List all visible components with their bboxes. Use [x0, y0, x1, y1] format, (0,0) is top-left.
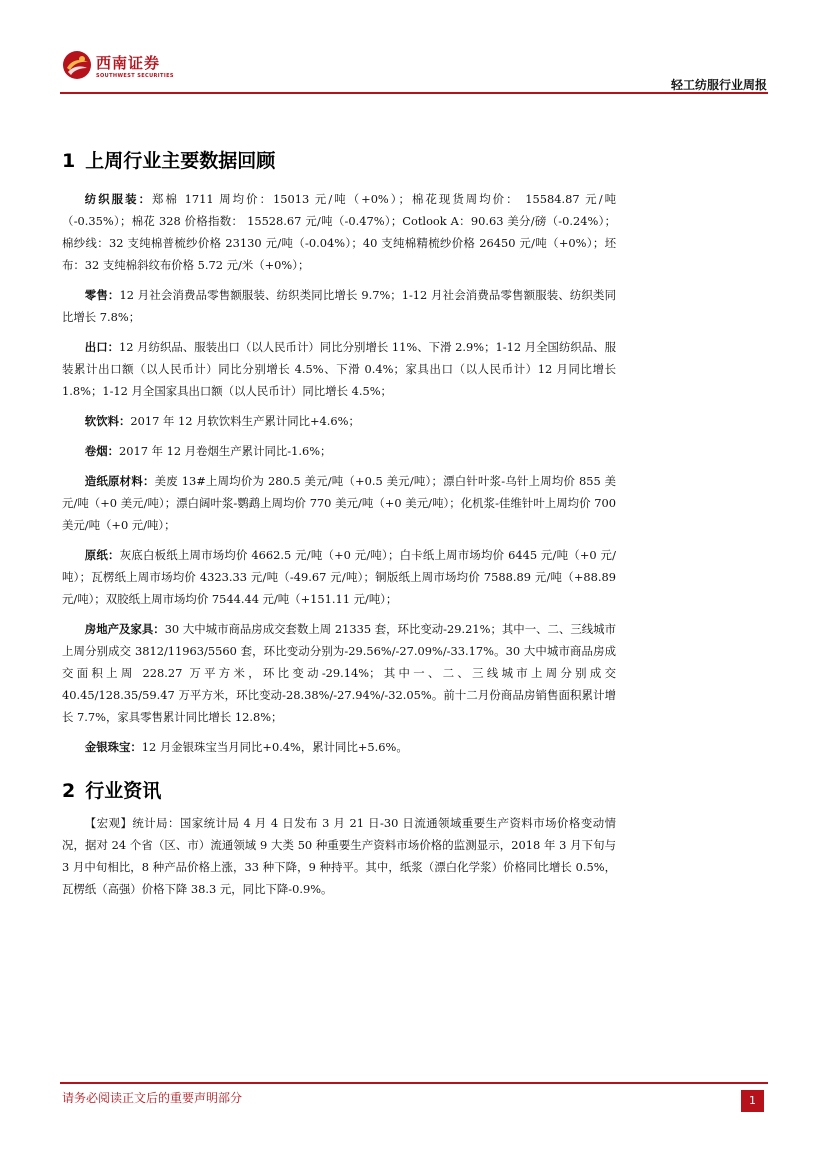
paragraph-text: 2017 年 12 月卷烟生产累计同比-1.6%； [118, 444, 332, 458]
paragraph-label: 卷烟： [84, 444, 119, 458]
paragraph-label: 金银珠宝： [84, 740, 142, 754]
report-type: 轻工纺服行业周报 [670, 78, 767, 92]
paragraph-textile [62, 188, 616, 276]
paragraph-macro-news [62, 812, 616, 900]
section-1-number: 1 [62, 150, 76, 172]
paragraph-text: 美废 13#上周均价为 280.5 美元/吨（+0.5 美元/吨）；漂白针叶浆-乌针上周均价 855 美元/吨（+0 美元/吨）；漂白阔叶浆-鹦鹉上周均价 770 美元/吨（+0 美元/吨）；化机浆-佳维针叶上周均价 700 美元/吨（+0 元/吨）； [62, 474, 616, 532]
header-divider [60, 92, 768, 94]
paragraph-label: 出口： [84, 340, 120, 354]
paragraph-jewelry [62, 736, 616, 758]
southwest-securities-logo-icon [62, 50, 92, 80]
disclaimer-note: 请务必阅读正文后的重要声明部分 [62, 1091, 243, 1105]
paragraph-label: 零售： [84, 288, 120, 302]
page-number: 1 [741, 1090, 764, 1112]
footer-divider [60, 1082, 768, 1084]
paragraph-text: 【宏观】统计局：国家统计局 4 月 4 日发布 3 月 21 日-30 日流通领域重要生产资料市场价格变动情况，据对 24 个省（区、市）流通领域 9 大类 50 种重要生产资料市场价格的监测显示，2018 年 3 月下旬与 3 月中旬相比，8 种产品价格上涨，33 种下降，9 种持平。其中，纸浆（漂白化学浆）价格同比增长 0.5%，瓦楞纸（高强）价格下降 38.3 元，同比下降-0.9%。 [62, 816, 616, 896]
paragraph-label: 纺织服装： [84, 192, 153, 206]
paragraph-text: 12 月纺织品、服装出口（以人民币计）同比分别增长 11%、下滑 2.9%；1-12 月全国纺织品、服装累计出口额（以人民币计）同比分别增长 4.5%、下滑 0.4%；家具出口（以人民币计）12 月同比增长 1.8%；1-12 月全国家具出口额（以人民币计）同比增长 4.5%； [62, 340, 616, 398]
section-2-number: 2 [62, 780, 76, 802]
page-header [0, 0, 827, 100]
company-logo [62, 48, 182, 84]
section-1-heading [62, 146, 616, 176]
logo-chinese-name: 西南证券 [96, 54, 161, 72]
main-content [62, 146, 616, 908]
paragraph-text: 12 月金银珠宝当月同比+0.4%，累计同比+5.6%。 [141, 740, 408, 754]
paragraph-label: 软饮料： [84, 414, 131, 428]
paragraph-cigarettes [62, 440, 616, 462]
paragraph-label: 造纸原材料： [84, 474, 155, 488]
paragraph-base-paper [62, 544, 616, 610]
paragraph-export [62, 336, 616, 402]
paragraph-label: 原纸： [84, 548, 120, 562]
paragraph-soft-drinks [62, 410, 616, 432]
paragraph-text: 灰底白板纸上周市场均价 4662.5 元/吨（+0 元/吨）；白卡纸上周市场均价 6445 元/吨（+0 元/吨）；瓦楞纸上周市场均价 4323.33 元/吨（-49.67 元/吨）；铜版纸上周市场均价 7588.89 元/吨（+88.89 元/吨）；双胶纸上周市场均价 7544.44 元/吨（+151.11 元/吨）； [62, 548, 616, 606]
section-1-title: 上周行业主要数据回顾 [85, 150, 276, 172]
section-2-heading [62, 776, 616, 806]
paragraph-retail [62, 284, 616, 328]
paragraph-paper-materials [62, 470, 616, 536]
paragraph-text: 2017 年 12 月软饮料生产累计同比+4.6%； [130, 414, 360, 428]
section-2-title: 行业资讯 [85, 780, 162, 802]
paragraph-text: 12 月社会消费品零售额服装、纺织类同比增长 9.7%；1-12 月社会消费品零售额服装、纺织类同比增长 7.8%； [62, 288, 616, 324]
paragraph-text: 郑棉 1711 周均价：15013 元/吨（+0%）；棉花现货周均价： 15584.87 元/吨（-0.35%）；棉花 328 价格指数： 15528.67 元/吨（-0.47%）；Cotlook A：90.63 美分/磅（-0.24%）；棉纱线：32 支纯棉普梳纱价格 23130 元/吨（-0.04%）；40 支纯棉精梳纱价格 26450 元/吨（+0%）；坯布：32 支纯棉斜纹布价格 5.72 元/米（+0%）； [62, 192, 616, 272]
paragraph-text: 30 大中城市商品房成交套数上周 21335 套，环比变动-29.21%；其中一、二、三线城市上周分别成交 3812/11963/5560 套，环比变动分别为-29.56%/-27.09%/-33.17%。30 大中城市商品房成交面积上周 228.27 万平方米，环比变动-29.14%；其中一、二、三线城市上周分别成交 40.45/128.35/59.47 万平方米，环比变动-28.38%/-27.94%/-32.05%。前十二月份商品房销售面积累计增长 7.7%，家具零售累计同比增长 12.8%； [62, 622, 616, 724]
logo-english-name: SOUTHWEST SECURITIES [96, 73, 174, 79]
paragraph-label: 房地产及家具： [84, 622, 165, 636]
paragraph-real-estate [62, 618, 616, 728]
